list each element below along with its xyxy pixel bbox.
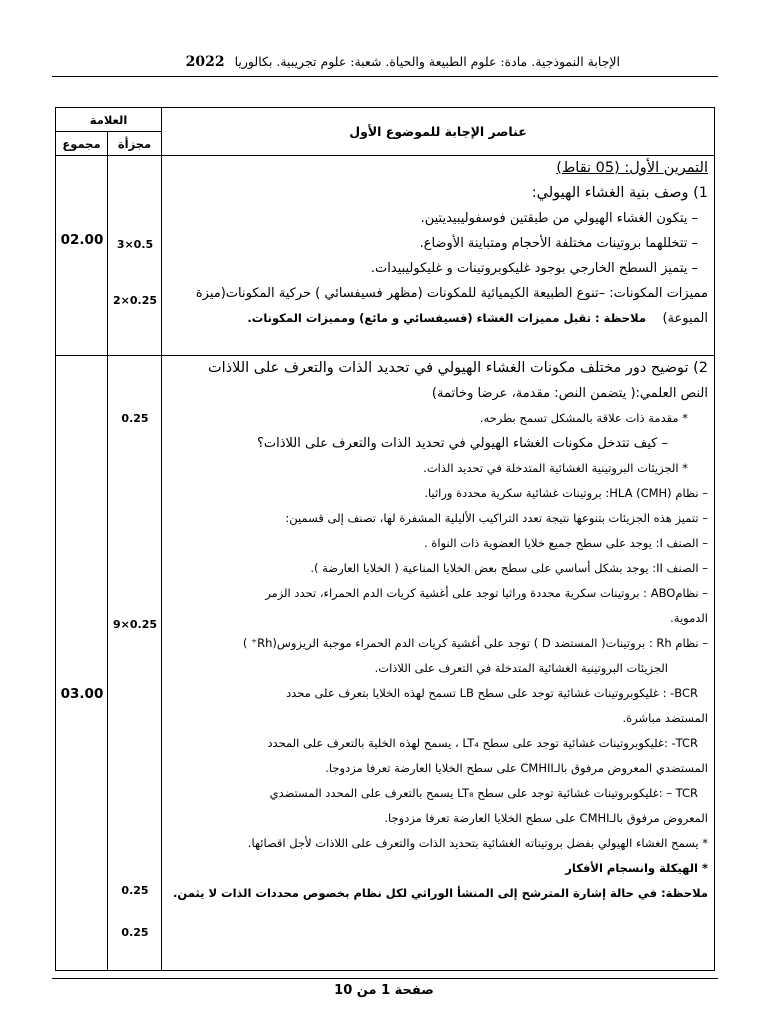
section2-total: 03.00 [60,686,104,702]
s1-line-1: – يتكون الغشاء الهيولي من طبقتين فوسفوليبيديتين. [420,211,698,226]
s2-line-3: * الجزيئات البروتينية الغشائية المتدخلة في تحديد الذات. [423,461,688,475]
s2-line-7: – الصنف II: يوجد بشكل أساسي على سطح بعض الخلايا المناعية ( الخلايا العارضة ). [310,561,708,575]
section1-mark-1: 3×0.5 [116,238,154,251]
section2-mark-1: 0.25 [121,412,149,425]
s1-line-2: – تتخللهما بروتينات مختلفة الأحجام ومتباينة الأوضاع. [419,236,698,251]
s2-line-19: * الهيكلة وانسجام الأفكار [565,861,708,875]
exercise-title: التمرين الأول: (05 نقاط) [556,160,708,176]
section2-mark-3: 0.25 [121,884,149,897]
s2-line-4: – نظام HLA (CMH): بروتينات غشائية سكرية محددة وراثيا. [424,486,708,500]
s1-line-5: الميوعة) ملاحظة : تقبل مميزات الغشاء (فسيفسائي و مائع) ومميزات المكونات. [247,311,708,326]
section2-content [162,356,715,971]
s2-line-9: الدموية. [670,611,708,625]
s1-line-3: – يتميز السطح الخارجي بوجود غليكوبروتينات و غليكوليبيدات. [370,261,698,276]
s2-line-8: – نظامABO : بروتينات سكرية محددة وراثيا توجد على أغشية كريات الدم الحمراء، تحدد الزمر [265,586,708,600]
section1-marks-cell [108,156,162,356]
s2-line-5: – تتميز هذه الجزيئات بتنوعها نتيجة تعدد التراكيب الأليلية المشفرة لها، تصنف إلى قسمين: [285,511,708,525]
total-header: مجموع [56,132,108,156]
s2-intro: النص العلمي:( يتضمن النص: مقدمة، عرضا وخاتمة) [431,386,708,401]
section2-total-cell [56,356,108,971]
section2-mark-4: 0.25 [121,926,149,939]
page-number: صفحة 1 من 10 [334,983,434,998]
s2-note: ملاحظة: في حالة إشارة المترشح إلى المنشأ الوراثي لكل نظام بخصوص محددات الذات لا يثمن. [173,886,708,900]
section1-total: 02.00 [60,232,104,248]
question-1: 1) وصف بنية الغشاء الهيولي: [531,185,708,201]
s2-line-12: BCR- : غليكوبروتينات غشائية توجد على سطح LB تسمح لهذه الخلايا بتعرف على محدد [286,686,698,700]
page-header [150,54,620,70]
s2-line-10: – نظام Rh : بروتينات( المستضد D ) توجد على أغشية كريات الدم الحمراء موجبة الريزوس(Rh⁺ ) [242,636,708,650]
header-year: 2022 [185,54,225,70]
s2-line-6: – الصنف I: يوجد على سطح جميع خلايا العضوية ذات النواة . [423,536,708,550]
header-rule [52,76,718,77]
section2-marks-cell [108,356,162,971]
s2-line-1: * مقدمة ذات علاقة بالمشكل تسمح بطرحه. [479,411,688,425]
s2-line-14: TCR- :غليكوبروتينات غشائية توجد على سطح LT₄ ، يسمح لهذه الخلية بالتعرف على المحدد [267,736,698,750]
question-2: 2) توضيح دور مختلف مكونات الغشاء الهيولي في تحديد الذات والتعرف على اللاذات [207,360,708,376]
s2-line-15: المستضدي المعروض مرفوق بالـCMHII على سطح الخلايا العارضة تعرفا مزدوجا. [325,761,708,775]
s2-line-16: TCR – :غليكوبروتينات غشائية توجد على سطح LT₈ يسمح بالتعرف على المحدد المستضدي [269,786,698,800]
section1-content [162,156,715,356]
footer-rule [52,978,718,979]
grade-header: العلامة [56,108,162,132]
section2-mark-2: 9×0.25 [112,618,157,631]
part-header: مجزأة [108,132,162,156]
header-text: الإجابة النموذجية. مادة: علوم الطبيعة والحياة. شعبة: علوم تجريبية. بكالوريا [234,54,620,69]
s2-line-17: المعروض مرفوق بالـCMHI على سطح الخلايا العارضة تعرفا مزدوجا. [384,811,708,825]
section1-total-cell [56,156,108,356]
s1-note: ملاحظة : تقبل مميزات الغشاء (فسيفسائي و مائع) ومميزات المكونات. [247,311,646,325]
table-title: عناصر الإجابة للموضوع الأول [162,108,715,156]
s2-line-13: المستضد مباشرة. [622,711,708,725]
s2-line-11: الجزيئات البروتينية الغشائية المتدخلة في التعرف على اللاذات. [374,661,668,675]
s2-line-2: – كيف تتدخل مكونات الغشاء الهيولي في تحديد الذات والتعرف على اللاذات؟ [257,436,668,451]
s1-line-4: مميزات المكونات: –تنوع الطبيعة الكيميائية للمكونات (مظهر فسيفسائي ) حركية المكونات(ميزة [195,286,708,301]
section1-mark-2: 2×0.25 [112,294,157,307]
answer-table [55,107,715,971]
s2-line-18: * يسمح الغشاء الهيولي بفضل بروتيناته الغشائية بتحديد الذات والتعرف على اللاذات لأجل اقصائها. [247,836,708,850]
